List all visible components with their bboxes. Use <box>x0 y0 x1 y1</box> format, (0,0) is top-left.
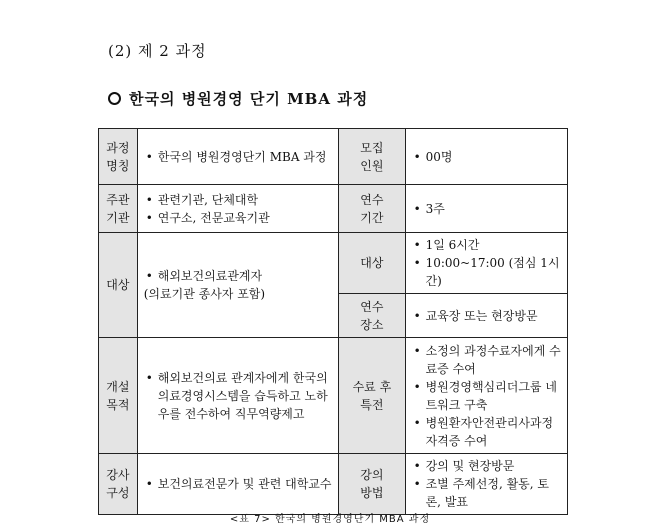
section-heading: (2) 제 2 과정 <box>108 42 207 60</box>
cell-instructors <box>137 454 338 515</box>
cell-lecture-method <box>405 454 567 515</box>
cell-host-org <box>137 185 338 233</box>
list-item: • 3주 <box>412 200 561 218</box>
cell-course-name <box>137 129 338 185</box>
cell-training-period <box>405 185 567 233</box>
list-item: • 한국의 병원경영단기 MBA 과정 <box>144 148 332 166</box>
label-recruit-count: 모집 인원 <box>339 129 405 185</box>
list-item: • 보건의료전문가 및 관련 대학교수 <box>144 475 332 493</box>
list-item: • 강의 및 현장방문 <box>412 457 561 475</box>
label-schedule: 대상 <box>339 233 405 294</box>
list-item: • 10:00~17:00 (점심 1시간) <box>412 254 561 290</box>
subheading: 한국의 병원경영 단기 MBA 과정 <box>129 90 369 108</box>
cell-training-place <box>405 294 567 338</box>
cell-target <box>137 233 338 338</box>
label-target: 대상 <box>99 233 138 338</box>
label-course-name: 과정 명칭 <box>99 129 138 185</box>
label-benefits: 수료 후 특전 <box>339 338 405 454</box>
table-row <box>99 454 568 515</box>
cell-purpose <box>137 338 338 454</box>
label-training-place: 연수 장소 <box>339 294 405 338</box>
label-host-org: 주관 기관 <box>99 185 138 233</box>
list-item: • 연구소, 전문교육기관 <box>144 209 332 227</box>
table-row <box>99 233 568 294</box>
list-item: • 소정의 과정수료자에게 수료증 수여 <box>412 342 561 378</box>
cell-benefits <box>405 338 567 454</box>
list-item: • 관련기관, 단체대학 <box>144 191 332 209</box>
label-lecture-method: 강의 방법 <box>339 454 405 515</box>
cell-schedule <box>405 233 567 294</box>
list-item: • 교육장 또는 현장방문 <box>412 307 561 325</box>
list-item: • 병원환자안전관리사과정 자격증 수여 <box>412 414 561 450</box>
program-info-table <box>98 128 568 515</box>
table-row <box>99 338 568 454</box>
target-sub-note: (의료기관 종사자 포함) <box>143 287 266 301</box>
list-item: • 조별 주제선정, 활동, 토론, 발표 <box>412 475 561 511</box>
label-instructors: 강사 구성 <box>99 454 138 515</box>
list-item: • 병원경영핵심리더그룹 네트워크 구축 <box>412 378 561 414</box>
circle-bullet-icon <box>108 92 121 105</box>
list-item: • 해외보건의료 관계자에게 한국의 의료경영시스템을 습득하고 노하우를 전수하여 직무역량제고 <box>144 369 332 423</box>
table-row <box>99 129 568 185</box>
cell-recruit-count <box>405 129 567 185</box>
table-row <box>99 185 568 233</box>
list-item: • 해외보건의료관계자 <box>144 267 332 285</box>
label-training-period: 연수 기간 <box>339 185 405 233</box>
list-item: • 00명 <box>412 148 561 166</box>
table-caption: <표 7> 한국의 병원경영단기 MBA 과정 <box>229 514 431 525</box>
list-item: • 1일 6시간 <box>412 236 561 254</box>
label-purpose: 개설 목적 <box>99 338 138 454</box>
subheading-row <box>108 88 368 109</box>
